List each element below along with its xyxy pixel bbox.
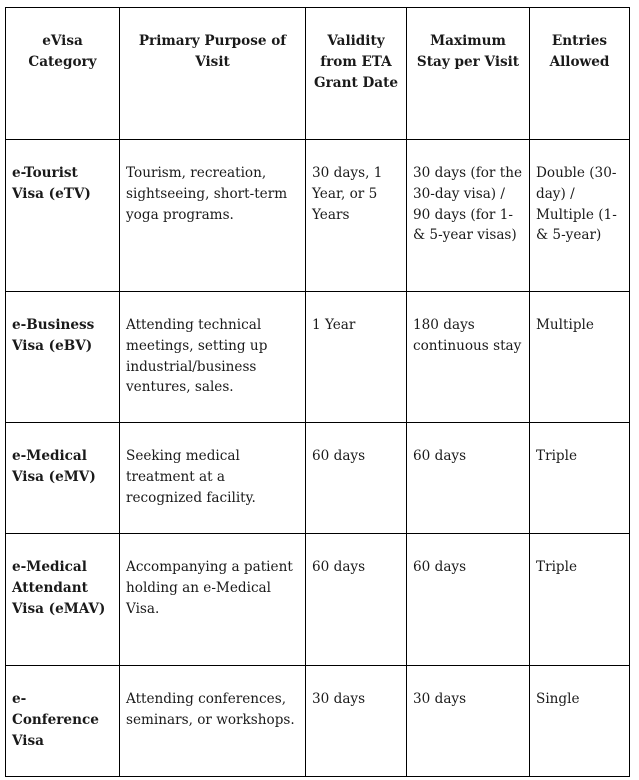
row-validity: 30 days, 1 Year, or 5 Years bbox=[306, 140, 407, 292]
row-entries: Triple bbox=[530, 534, 630, 666]
row-category: e-Medical Visa (eMV) bbox=[6, 423, 120, 534]
row-purpose: Seeking medical treatment at a recognized facility. bbox=[120, 423, 306, 534]
row-purpose: Accompanying a patient holding an e-Medical Visa. bbox=[120, 534, 306, 666]
row-category: e-Tourist Visa (eTV) bbox=[6, 140, 120, 292]
row-max-stay: 30 days (for the 30-day visa) / 90 days (for 1- & 5-year visas) bbox=[407, 140, 530, 292]
row-max-stay: 180 days continuous stay bbox=[407, 292, 530, 423]
row-validity: 60 days bbox=[306, 423, 407, 534]
evisa-comparison-table bbox=[5, 7, 630, 777]
row-entries: Triple bbox=[530, 423, 630, 534]
header-max-stay: Maximum Stay per Visit bbox=[407, 8, 530, 140]
row-entries: Single bbox=[530, 666, 630, 777]
row-purpose: Attending conferences, seminars, or workshops. bbox=[120, 666, 306, 777]
row-entries: Double (30-day) / Multiple (1- & 5-year) bbox=[530, 140, 630, 292]
row-max-stay: 30 days bbox=[407, 666, 530, 777]
row-max-stay: 60 days bbox=[407, 423, 530, 534]
table-row bbox=[6, 292, 630, 423]
header-purpose: Primary Purpose of Visit bbox=[120, 8, 306, 140]
header-category: eVisa Category bbox=[6, 8, 120, 140]
table-row bbox=[6, 534, 630, 666]
row-purpose: Tourism, recreation, sightseeing, short-term yoga programs. bbox=[120, 140, 306, 292]
row-purpose: Attending technical meetings, setting up industrial/business ventures, sales. bbox=[120, 292, 306, 423]
table-header-row bbox=[6, 8, 630, 140]
row-entries: Multiple bbox=[530, 292, 630, 423]
header-validity: Validity from ETA Grant Date bbox=[306, 8, 407, 140]
row-validity: 1 Year bbox=[306, 292, 407, 423]
table-row bbox=[6, 140, 630, 292]
row-category: e-Medical Attendant Visa (eMAV) bbox=[6, 534, 120, 666]
table-row bbox=[6, 423, 630, 534]
row-max-stay: 60 days bbox=[407, 534, 530, 666]
row-validity: 30 days bbox=[306, 666, 407, 777]
table-row bbox=[6, 666, 630, 777]
row-category: e-Business Visa (eBV) bbox=[6, 292, 120, 423]
header-entries: Entries Allowed bbox=[530, 8, 630, 140]
row-category: e-Conference Visa bbox=[6, 666, 120, 777]
row-validity: 60 days bbox=[306, 534, 407, 666]
